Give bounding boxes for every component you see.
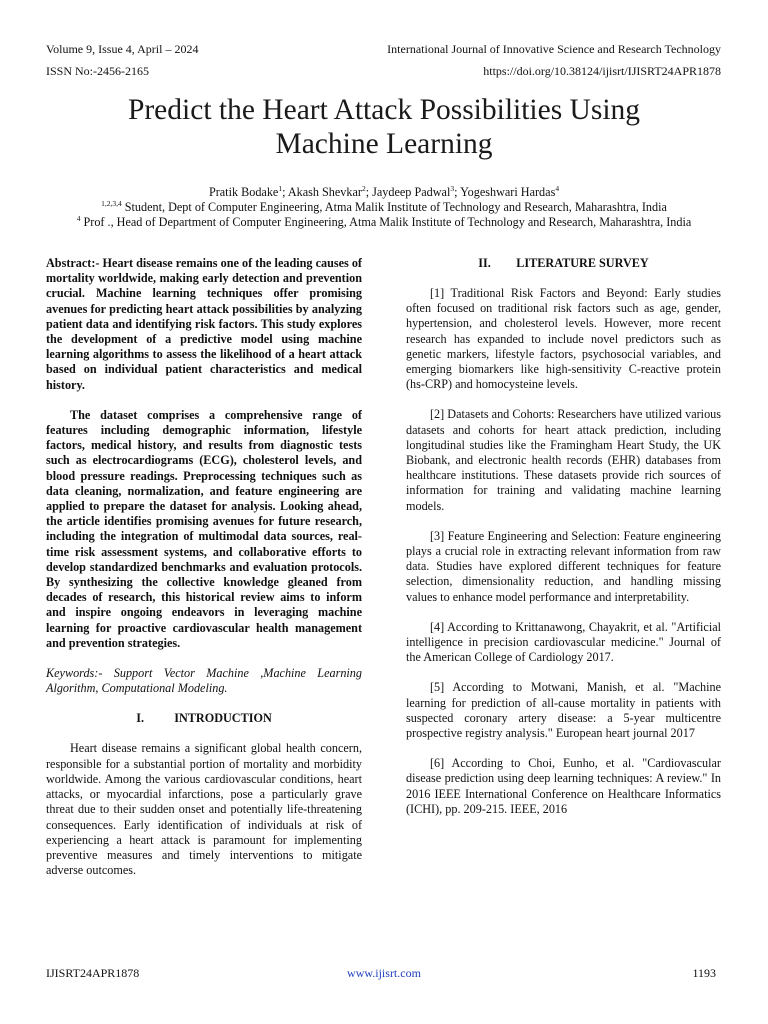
author-1-sup: 1 [278,183,283,193]
author-1: Pratik Bodake [208,185,279,199]
volume-info: Volume 9, Issue 4, April – 2024 [46,42,199,56]
affiliation-1-sup: 1,2,3,4 [101,198,122,208]
affiliation-2-sup: 4 [76,213,81,223]
survey-paragraph: [4] According to Krittanawong, Chayakrit, et al. "Artificial intelligence in precision cardiovascular medicine." Journal of the American College of Cardiology 2017. [406,619,721,665]
intro-paragraph: Heart disease remains a significant global health concern, responsible for a substantial portion of mortality and morbidity worldwide. Among the various cardiovascular conditions, heart attacks, or myocardial infarctions, pose a particularly grave threat due to their sudden onset and potentially life-threatening consequences. Early identification of individuals at risk of experiencing a heart attack is paramount for implementing preventive measures and timely interventions to mitigate adverse outcomes. [46,741,362,878]
author-3-sup: 3 [450,183,455,193]
author-4-sup: 4 [555,183,560,193]
intro-heading [46,711,362,726]
paper-title [40,93,728,161]
affiliation-1 [40,200,728,215]
affiliation-2-text: Prof ., Head of Department of Computer Engineering, Atma Malik Institute of Technology and Research, Maharashtra, India [80,215,692,229]
title-line-2: Machine Learning [275,128,493,160]
affiliation-1-text: Student, Dept of Computer Engineering, Atma Malik Institute of Technology and Research, Maharashtra, India [121,200,667,214]
keywords: Keywords:- Support Vector Machine ,Machine Learning Algorithm, Computational Modeling. [46,666,362,696]
author-2: ; Akash Shevkar [282,185,362,199]
survey-number: II. [478,256,491,270]
doi-link[interactable]: https://doi.org/10.38124/ijisrt/IJISRT24APR1878 [483,64,721,78]
page-number: 1193 [692,966,716,980]
journal-name: International Journal of Innovative Science and Research Technology [387,42,721,56]
issn: ISSN No:-2456-2165 [46,64,150,78]
title-line-1: Predict the Heart Attack Possibilities Using [127,94,641,126]
left-column [46,256,362,878]
footer-website-link[interactable]: www.ijisrt.com [347,966,421,980]
survey-paragraph: [5] According to Motwani, Manish, et al. "Machine learning for prediction of all-cause mortality in patients with suspected coronary artery disease: a 5-year multicentre prospective registry analysis." European heart journal 2017 [406,680,721,741]
survey-paragraph: [3] Feature Engineering and Selection: Feature engineering plays a crucial role in extracting relevant information from raw data. Studies have explored different techniques for feature selection, dimensionality reduction, and handling missing values to enhance model performance and interpretability. [406,528,721,604]
intro-number: I. [136,711,145,726]
intro-title: INTRODUCTION [174,711,272,726]
survey-paragraph: [1] Traditional Risk Factors and Beyond: Early studies often focused on traditional risk factors such as age, gender, hypertension, and cholesterol levels. However, more recent research has expanded to include novel predictors such as genetic markers, lifestyle factors, psychosocial variables, and emerging biomarkers like high-sensitivity C-reactive protein (hs-CRP) and homocysteine levels. [406,286,721,392]
survey-title: LITERATURE SURVEY [516,256,649,270]
authors-block [40,185,728,230]
author-2-sup: 2 [361,183,366,193]
author-4: ; Yogeshwari Hardas [454,185,556,199]
survey-paragraph: [2] Datasets and Cohorts: Researchers have utilized various datasets and cohorts for heart attack prediction, including longitudinal studies like the Framingham Heart Study, the UK Biobank, and electronic health records (EHR) databases from healthcare institutions. These datasets provide rich sources of information for training and validating machine learning models. [406,407,721,513]
abstract-paragraph-1: Abstract:- Heart disease remains one of the leading causes of mortality worldwide, making early detection and prevention crucial. Machine learning techniques offer promising avenues for predicting heart attack possibilities by analyzing patient data and identifying risk factors. This study explores the development of a predictive model using machine learning algorithms to assess the likelihood of a heart attack based on individual patient characteristics and medical history. [46,256,362,392]
author-3: ; Jaydeep Padwal [365,185,451,199]
footer-paper-id: IJISRT24APR1878 [46,966,140,980]
survey-paragraph: [6] According to Choi, Eunho, et al. "Cardiovascular disease prediction using deep learning techniques: A review." In 2016 IEEE International Conference on Healthcare Informatics (ICHI), pp. 209-215. IEEE, 2016 [406,756,721,816]
survey-heading [406,256,721,271]
author-list [40,185,728,200]
abstract-paragraph-2: The dataset comprises a comprehensive range of features including demographic information, lifestyle factors, medical history, and results from diagnostic tests such as electrocardiograms (ECG), cholesterol levels, and blood pressure readings. Preprocessing techniques such as data cleaning, normalization, and feature engineering are applied to prepare the dataset for analysis. Looking ahead, the article identifies promising avenues for future research, including the integration of multimodal data sources, real-time risk assessment systems, and collaborative efforts to develop standardized benchmarks and evaluation protocols. By synthesizing the collective knowledge gleaned from decades of research, this historical review aims to inform and inspire ongoing endeavors in leveraging machine learning for proactive cardiovascular health management and prevention strategies. [46,407,362,650]
affiliation-2 [40,215,728,230]
right-column [406,256,721,817]
